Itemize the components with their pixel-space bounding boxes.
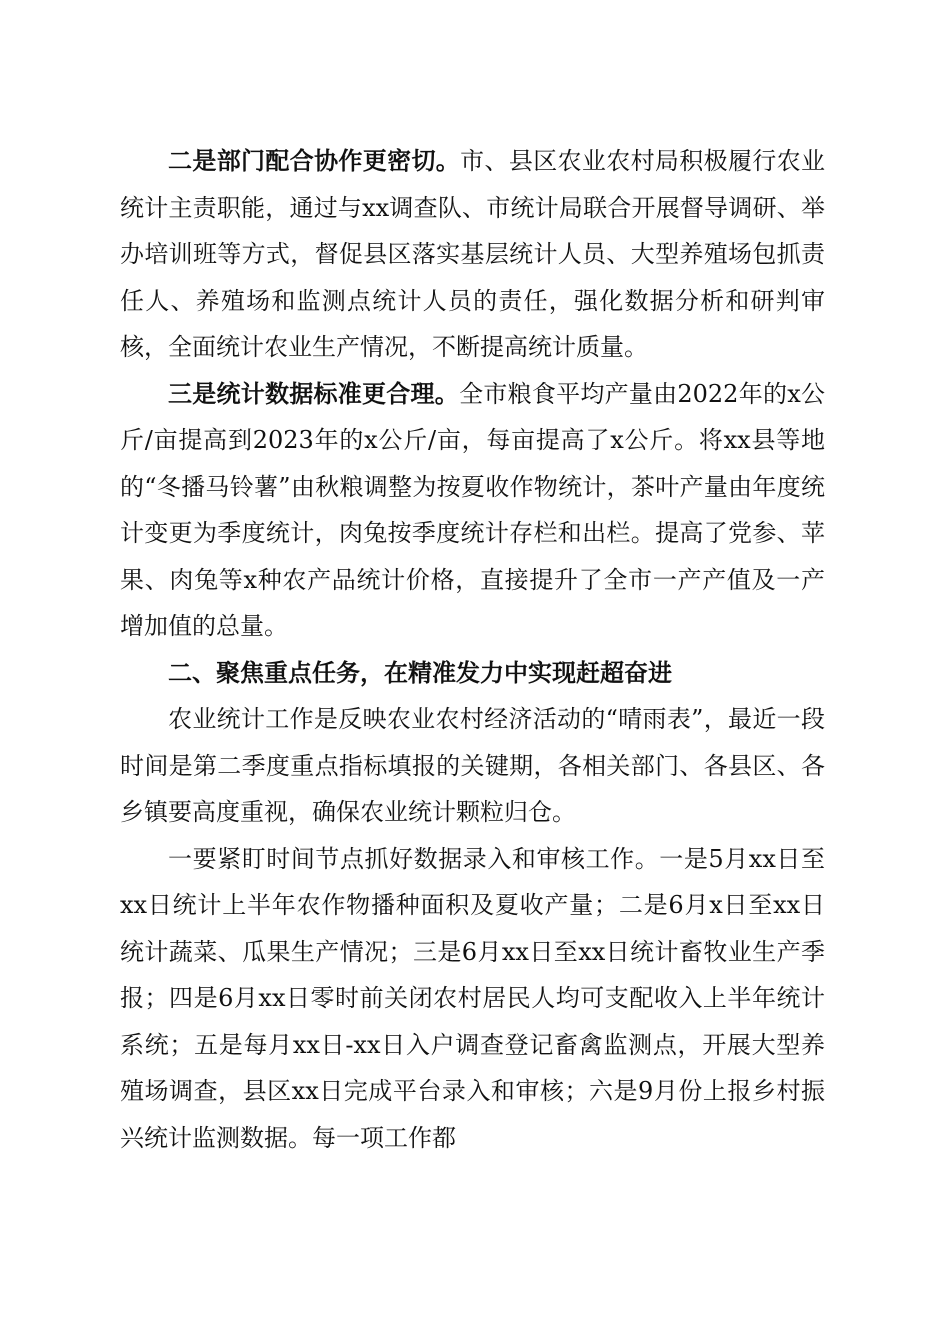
- section-heading: 二、聚焦重点任务，在精准发力中实现赶超奋进: [168, 658, 672, 687]
- paragraph-lead: 二是部门配合协作更密切。: [168, 147, 461, 175]
- paragraph-timeline: 一要紧盯时间节点抓好数据录入和审核工作。一是5月xx日至xx日统计上半年农作物播种面积及夏收产量；二是6月x日至xx日统计蔬菜、瓜果生产情况；三是6月xx日至xx日统计畜牧业生产季报；四是6月xx日零时前关闭农村居民人均可支配收入上半年统计系统；五是每月xx日-xx日入户调查登记畜禽监测点，开展大型养殖场调查，县区xx日完成平台录入和审核；六是9月份上报乡村振兴统计监测数据。每一项工作都: [120, 844, 825, 1152]
- paragraph-text: 市、县区农业农村局积极履行农业统计主责职能，通过与xx调查队、市统计局联合开展督导调研、举办培训班等方式，督促县区落实基层统计人员、大型养殖场包抓责任人、养殖场和监测点统计人员的责任，强化数据分析和研判审核，全面统计农业生产情况，不断提高统计质量。: [120, 147, 826, 361]
- paragraph-lead: 三是统计数据标准更合理。: [168, 379, 460, 408]
- paragraph-department-cooperation: [120, 138, 825, 371]
- document-body: [120, 138, 825, 1161]
- paragraph-data-standards: [120, 371, 825, 650]
- paragraph-intro: 农业统计工作是反映农业农村经济活动的“晴雨表”，最近一段时间是第二季度重点指标填报的关键期，各相关部门、各县区、各乡镇要高度重视，确保农业统计颗粒归仓。: [120, 705, 825, 826]
- paragraph-text: 全市粮食平均产量由2022年的x公斤/亩提高到2023年的x公斤/亩，每亩提高了x公斤。将xx县等地的“冬播马铃薯”由秋粮调整为按夏收作物统计，茶叶产量由年度统计变更为季度统计，肉兔按季度统计存栏和出栏。提高了党参、苹果、肉兔等x种农产品统计价格，直接提升了全市一产产值及一产增加值的总量。: [120, 379, 825, 640]
